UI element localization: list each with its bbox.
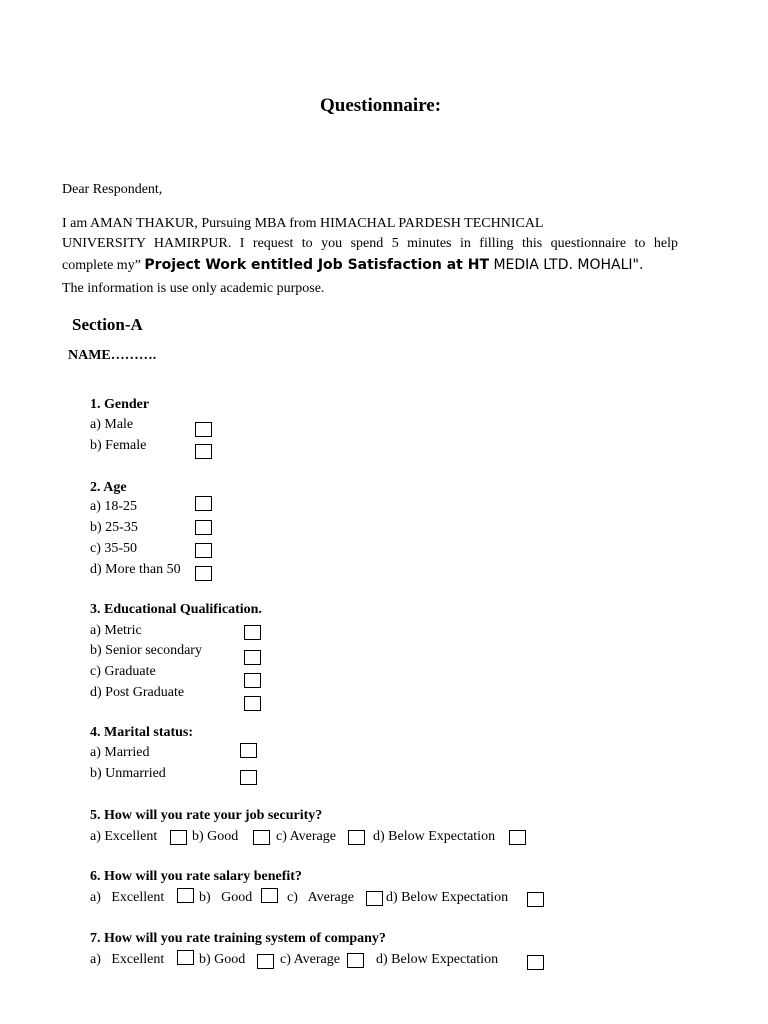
option-label: c) Graduate [90,664,156,679]
project-title-emphasis: Project Work entitled Job Satisfaction at HT [144,257,489,273]
checkbox-salary-good[interactable] [261,888,278,903]
question-gender-title: 1. Gender [90,397,150,412]
option-label: a) Married [90,745,150,760]
intro-line-1: I am AMAN THAKUR, Pursuing MBA from HIMACHAL PARDESH TECHNICAL [62,216,544,231]
checkbox-training-below-expectation[interactable] [527,955,544,970]
option-label: b) Good [199,952,246,967]
option-label: d) Below Expectation [386,890,509,905]
option-label: b) Good [199,890,253,905]
option-label: a) 18-25 [90,499,138,514]
intro-line-3 [62,258,678,273]
option-label: c) Average [287,890,354,905]
question-education-title: 3. Educational Qualification. [90,602,262,617]
checkbox-marital-married[interactable] [240,743,257,758]
option-label: b) 25-35 [90,520,138,535]
option-label: b) Good [192,829,239,844]
option-label: a) Male [90,417,134,432]
checkbox-gender-male[interactable] [195,422,212,437]
checkbox-training-good[interactable] [257,954,274,969]
checkbox-age-more-than-50[interactable] [195,566,212,581]
option-label: b) Female [90,438,147,453]
checkbox-job-security-good[interactable] [253,830,270,845]
checkbox-marital-unmarried[interactable] [240,770,257,785]
question-job-security-title: 5. How will you rate your job security? [90,808,323,823]
question-training-title: 7. How will you rate training system of company? [90,931,386,946]
option-label: d) Post Graduate [90,685,185,700]
option-label: c) Average [280,952,340,967]
option-label: a) Excellent [90,829,158,844]
question-marital-title: 4. Marital status: [90,725,194,740]
checkbox-training-average[interactable] [347,953,364,968]
checkbox-training-excellent[interactable] [177,950,194,965]
checkbox-education-post-graduate[interactable] [244,696,261,711]
intro-line-3-end: MEDIA LTD. MOHALI". [489,257,644,273]
section-heading: Section-A [72,315,143,334]
checkbox-age-18-25[interactable] [195,496,212,511]
greeting: Dear Respondent, [62,182,163,197]
checkbox-job-security-below-expectation[interactable] [509,830,526,845]
intro-line-3-start: complete my” [62,258,145,273]
option-label: d) More than 50 [90,562,181,577]
checkbox-job-security-average[interactable] [348,830,365,845]
option-label: c) Average [276,829,336,844]
option-label: b) Senior secondary [90,643,202,658]
checkbox-age-35-50[interactable] [195,543,212,558]
option-label: b) Unmarried [90,766,166,781]
checkbox-salary-excellent[interactable] [177,888,194,903]
checkbox-education-metric[interactable] [244,625,261,640]
intro-line-2: UNIVERSITY HAMIRPUR. I request to you spend 5 minutes in filling this questionnaire to help [62,236,678,251]
option-label: a) Metric [90,623,142,638]
option-label: a) Excellent [90,952,165,967]
page-title: Questionnaire: [320,95,442,116]
checkbox-salary-average[interactable] [366,891,383,906]
option-label: a) Excellent [90,890,165,905]
question-salary-title: 6. How will you rate salary benefit? [90,869,302,884]
checkbox-job-security-excellent[interactable] [170,830,187,845]
option-label: d) Below Expectation [373,829,496,844]
question-age-title: 2. Age [90,480,127,495]
checkbox-education-senior-secondary[interactable] [244,650,261,665]
option-label: c) 35-50 [90,541,138,556]
checkbox-gender-female[interactable] [195,444,212,459]
checkbox-age-25-35[interactable] [195,520,212,535]
name-field-label: NAME………. [68,348,157,363]
option-label: d) Below Expectation [376,952,499,967]
intro-line-4: The information is use only academic purpose. [62,281,325,296]
checkbox-education-graduate[interactable] [244,673,261,688]
checkbox-salary-below-expectation[interactable] [527,892,544,907]
